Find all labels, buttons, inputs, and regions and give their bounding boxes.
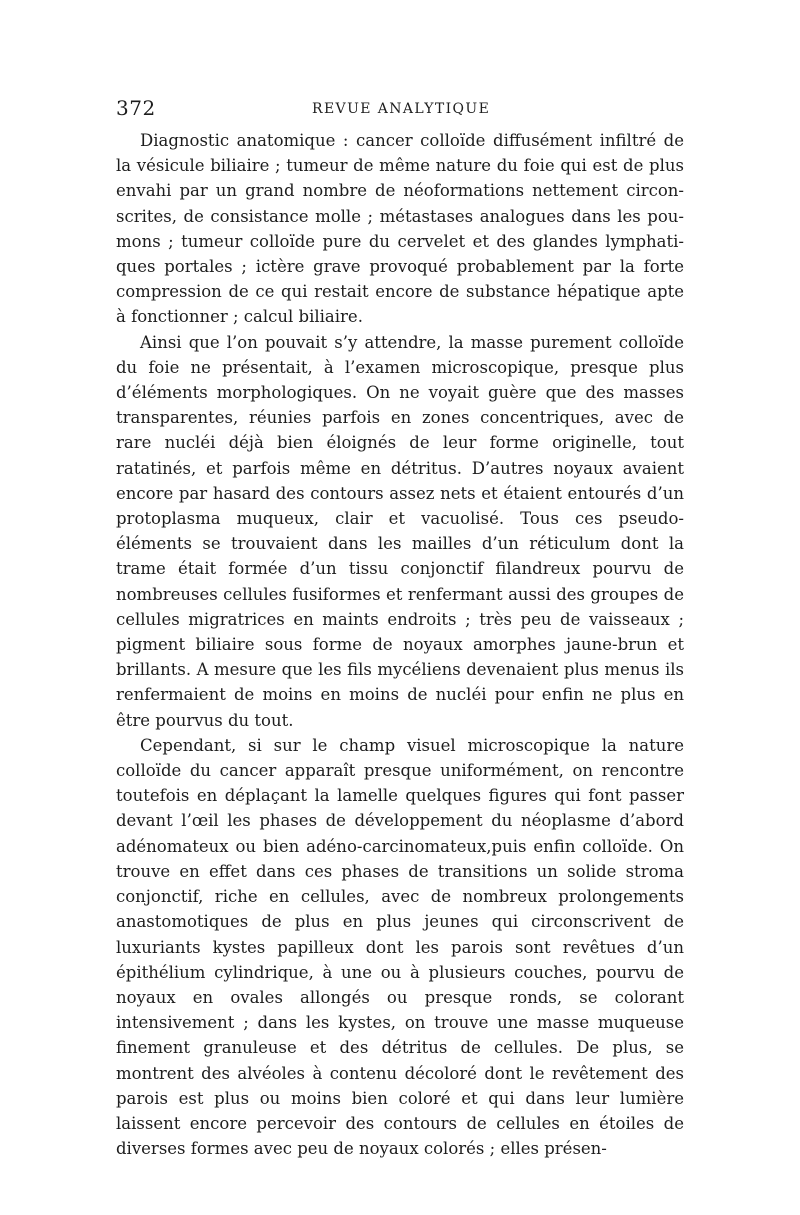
- paragraph-diagnostic: Diagnostic anatomique : cancer colloïde diffusément infiltré de la vésicule biliaire ; tumeur de même nature du foie qui est de plus envahi par un grand nombre de néoformations nettement circonscrites, de consistance molle ; métastases analogues dans les poumons ; tumeur colloïde pure du cervelet et des glandes lymphatiques portales ; ictère grave provoqué probablement par la forte compression de ce qui restait encore de substance hépatique apte à fonctionner ; calcul biliaire.: [116, 131, 684, 327]
- paragraph-development-phases: Cependant, si sur le champ visuel microscopique la nature colloïde du cancer apparaît presque uniformément, on rencontre toutefois en déplaçant la lamelle quelques figures qui font passer devant l’œil les phases de développement du néoplasme d’abord adénomateux ou bien adéno-carcinomateux,puis enfin colloïde. On trouve en effet dans ces phases de transitions un solide stroma conjonctif, riche en cellules, avec de nombreux prolongements anastomotiques de plus en plus jeunes qui circonscrivent de luxuriants kystes papilleux dont les parois sont revêtues d’un épithélium cylindrique, à une ou à plusieurs couches, pourvu de noyaux en ovales allongés ou presque ronds, se colorant intensivement ; dans les kystes, on trouve une masse muqueuse finement granuleuse et des détritus de cellules. De plus, se montrent des alvéoles à contenu décoloré dont le revêtement des parois est plus ou moins bien coloré et qui dans leur lumière laissent encore percevoir des contours de cellules en étoiles de diverses formes avec peu de noyaux colorés ; elles présen-: [116, 735, 684, 1159]
- running-title: REVUE ANALYTIQUE: [312, 101, 491, 117]
- page-number: 372: [116, 96, 156, 120]
- paragraph-microscopic-exam: Ainsi que l’on pouvait s’y attendre, la masse purement colloïde du foie ne présentait, à l’examen microscopique, presque plus d’éléments morphologiques. On ne voyait guère que des masses transparentes, réunies parfois en zones concentriques, avec de rare nucléi déjà bien éloignés de leur forme originelle, tout ratatinés, et parfois même en détritus. D’autres noyaux avaient encore par hasard des contours assez nets et étaient entourés d’un protoplasma muqueux, clair et vacuolisé. Tous ces pseudo-éléments se trouvaient dans les mailles d’un réticulum dont la trame était formée d’un tissu conjonctif filandreux pourvu de nombreuses cellules fusiformes et renfermant aussi des groupes de cellules migratrices en maints endroits ; très peu de vaisseaux ; pigment biliaire sous forme de noyaux amorphes jaune-brun et brillants. A mesure que les fils mycéliens devenaient plus menus ils renfermaient de moins en moins de nucléi pour enfin ne plus en être pourvus du tout.: [116, 332, 684, 730]
- page-header: [116, 96, 684, 124]
- body-text: [116, 128, 684, 1161]
